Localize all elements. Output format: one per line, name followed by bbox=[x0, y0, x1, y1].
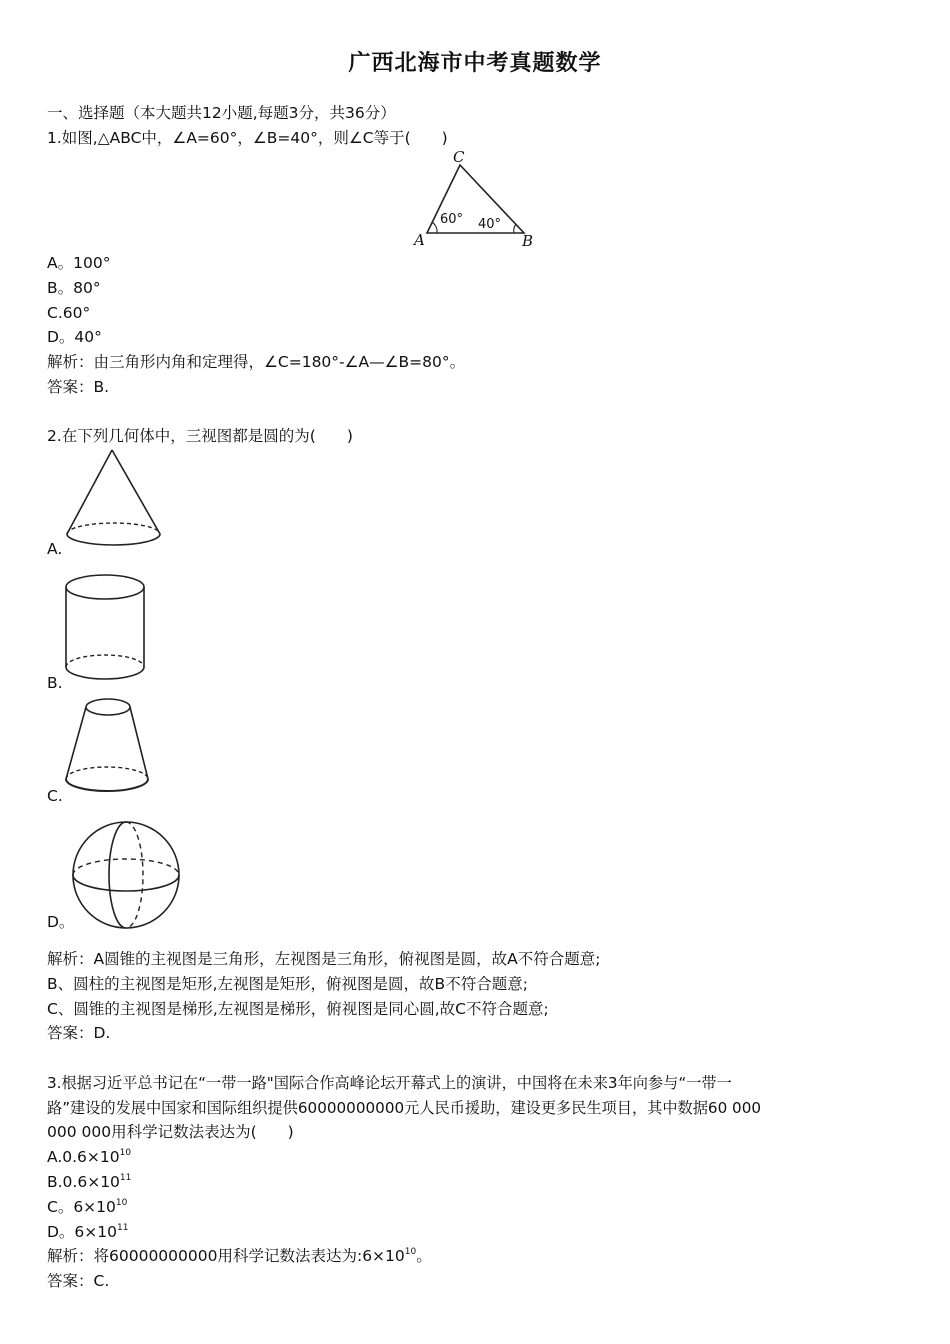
q3-analysis bbox=[47, 1246, 432, 1266]
q1-option-d: D。40° bbox=[47, 328, 102, 346]
sphere-icon bbox=[70, 818, 190, 933]
q3-option-d-base: D。6×10 bbox=[47, 1223, 118, 1241]
q3-stem-line-2: 路”建设的发展中国家和国际组织提供60000000000元人民币援助，建设更多民生项目，其中数据60 000 bbox=[47, 1099, 762, 1117]
q3-option-c-exponent: 10 bbox=[115, 1198, 128, 1208]
q2-option-c: C. bbox=[47, 787, 63, 805]
q3-option-d bbox=[47, 1222, 128, 1242]
q3-option-b-exponent: 11 bbox=[119, 1173, 132, 1183]
angle-a-value: 60° bbox=[440, 212, 464, 227]
cylinder-icon bbox=[62, 570, 152, 690]
section-header: 一、选择题（本大题共12小题,每题3分，共36分） bbox=[47, 104, 396, 122]
q3-option-d-exponent: 11 bbox=[117, 1223, 129, 1233]
frustum-icon bbox=[60, 695, 160, 805]
q3-option-c bbox=[47, 1197, 127, 1217]
q1-answer: 答案：B. bbox=[47, 378, 110, 396]
triangle-figure bbox=[410, 147, 540, 250]
q1-option-b: B。80° bbox=[47, 279, 101, 297]
q2-analysis-line-2: B、圆柱的主视图是矩形,左视图是矩形，俯视图是圆，故B不符合题意; bbox=[47, 975, 528, 993]
q2-analysis-line-1: 解析：A圆锥的主视图是三角形，左视图是三角形，俯视图是圆，故A不符合题意; bbox=[47, 950, 601, 968]
q2-option-a: A. bbox=[47, 540, 63, 558]
q3-option-b bbox=[47, 1172, 131, 1192]
vertex-b-label: B bbox=[522, 232, 534, 250]
q3-analysis-end: 。 bbox=[416, 1247, 432, 1265]
angle-b-value: 40° bbox=[478, 217, 502, 232]
q3-option-b-base: B.0.6×10 bbox=[47, 1173, 120, 1191]
q3-analysis-exponent: 10 bbox=[404, 1247, 417, 1257]
q1-analysis: 解析：由三角形内角和定理得，∠C=180°-∠A—∠B=80°。 bbox=[47, 353, 466, 371]
q1-stem: 1.如图,△ABC中，∠A=60°，∠B=40°，则∠C等于( ) bbox=[47, 129, 448, 147]
q3-option-a-exponent: 10 bbox=[119, 1148, 132, 1158]
q3-answer: 答案：C. bbox=[47, 1272, 110, 1290]
vertex-c-label: C bbox=[453, 148, 465, 166]
q2-analysis-line-3: C、圆锥的主视图是梯形,左视图是梯形，俯视图是同心圆,故C不符合题意; bbox=[47, 1000, 549, 1018]
page-title: 广西北海市中考真题数学 bbox=[348, 51, 602, 76]
q3-option-a bbox=[47, 1147, 131, 1167]
cone-icon bbox=[60, 448, 170, 553]
q2-option-d: D。 bbox=[47, 913, 75, 931]
q3-stem-line-3: 000 000用科学记数法表达为( ) bbox=[47, 1123, 294, 1141]
q1-option-a: A。100° bbox=[47, 254, 111, 272]
q1-option-c: C.60° bbox=[47, 304, 91, 322]
q3-option-a-base: A.0.6×10 bbox=[47, 1148, 120, 1166]
vertex-a-label: A bbox=[414, 231, 425, 249]
q2-answer: 答案：D. bbox=[47, 1024, 111, 1042]
q3-stem-line-1: 3.根据习近平总书记在“一带一路"国际合作高峰论坛开幕式上的演讲，中国将在未来3年向参与“一带一 bbox=[47, 1074, 732, 1092]
angle-b-arc bbox=[514, 224, 516, 233]
q3-option-c-base: C。6×10 bbox=[47, 1198, 116, 1216]
q3-analysis-text: 解析：将60000000000用科学记数法表达为:6×10 bbox=[47, 1247, 405, 1265]
q2-option-b: B. bbox=[47, 674, 63, 692]
q2-stem: 2.在下列几何体中，三视图都是圆的为( ) bbox=[47, 427, 353, 445]
angle-a-arc bbox=[432, 222, 437, 233]
